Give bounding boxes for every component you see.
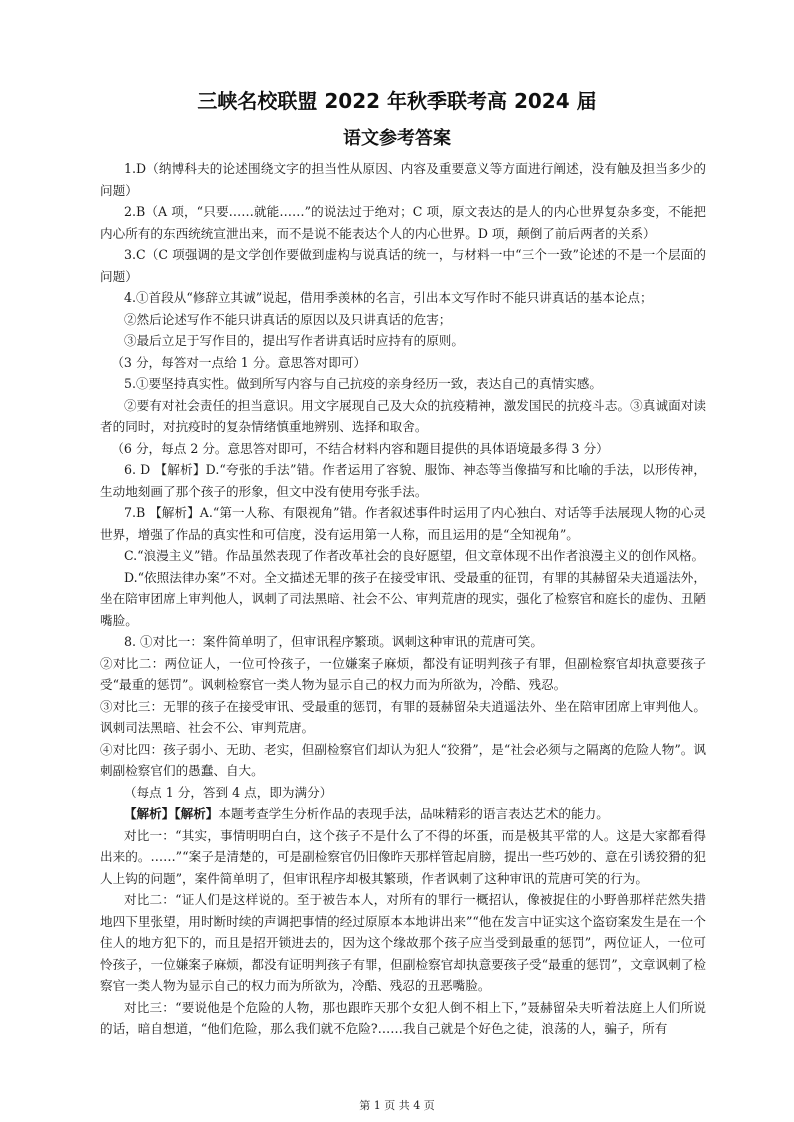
answer-8-contrast-4: ④对比四：孩子弱小、无助、老实，但副检察官们却认为犯人“狡猾”，是“社会必须与之隔离的危险人物”。讽刺副检察官们的愚蠢、自大。: [100, 741, 706, 778]
analysis-text: 本题考查学生分析作品的表现手法，品味精彩的语言表达艺术的能力。: [218, 806, 609, 821]
answer-7: 7.B 【解析】A.“第一人称、有限视角”错。作者叙述事件时运用了内心独白、对话等手法展现人物的心灵世界，增强了作品的真实性和可信度，没有运用第一人称，而且运用的是“全知视角”。: [100, 505, 706, 542]
answer-5-point-1: 5.①要坚持真实性。做到所写内容与自己抗疫的亲身经历一致，表达自己的真情实感。: [123, 376, 602, 391]
analysis-contrast-1: 对比一：“其实，事情明明白白，这个孩子不是什么了不得的坏蛋，而是极其平常的人。这是大家都看得出来的。……”“案子是清楚的，可是副检察官仍旧像昨天那样管起肩膀，提出一些巧妙的、意在引诱狡猾的犯人上钩的问题”，案件简单明了，但审讯程序却极其繁琐，作者讽刺了这种审讯的荒唐可笑的行为。: [100, 827, 706, 886]
answer-7-option-c: C.“浪漫主义”错。作品虽然表现了作者改革社会的良好愿望，但文章体现不出作者浪漫主义的创作风格。: [123, 548, 705, 563]
answer-content: [100, 158, 706, 1040]
answer-2: 2.B（A 项，“只要……就能……”的说法过于绝对；C 项，原文表达的是人的内心世界复杂多变，不能把内心所有的东西统统宣泄出来，而不是说不能表达个人的内心世界。D 项，颠倒了前后两者的关系）: [100, 204, 706, 241]
answer-3: 3.C（C 项强调的是文学创作要做到虚构与说真话的统一，与材料一中“三个一致”论述的不是一个层面的问题）: [100, 247, 706, 284]
answer-8-contrast-1: 8. ①对比一：案件简单明了，但审讯程序繁琐。讽刺这种审讯的荒唐可笑。: [123, 634, 543, 649]
document-title: 三峡名校联盟 2022 年秋季联考高 2024 届: [197, 89, 597, 113]
answer-7-option-d: D.“依照法律办案”不对。全文描述无罪的孩子在接受审讯、受最重的征罚，有罪的其赫留朵夫逍遥法外，坐在陪审团席上审判他人，讽刺了司法黑暗、社会不公、审判荒唐的现实，强化了检察官和庭长的虚伪、丑陋嘴脸。: [100, 569, 706, 628]
answer-4-point-1: 4.①首段从“修辞立其诚”说起，借用季羡林的名言，引出本文写作时不能只讲真话的基本论点；: [123, 290, 653, 305]
answer-5-scoring-note: （6 分，每点 2 分。意思答对即可，不结合材料内容和题目提供的具体语境最多得 3 分）: [111, 440, 609, 456]
answer-5-point-2: ②要有对社会责任的担当意识。用文字展现自己及大众的抗疫精神，激发国民的抗疫斗志。③真诚面对读者的同时，对抗疫时的复杂情绪慎重地辨别、选择和取舍。: [100, 397, 706, 434]
answer-8-scoring-note: （每点 1 分，答到 4 点，即为满分）: [123, 784, 333, 800]
answer-8-contrast-2: ②对比二：两位证人，一位可怜孩子，一位嫌案子麻烦，都没有证明判孩子有罪，但副检察官却执意要孩子受“最重的惩罚”。讽刺检察官一类人物为显示自己的权力而为所欲为，冷酷、残忍。: [100, 655, 706, 692]
answer-4-point-2: ②然后论述写作不能只讲真话的原因以及只讲真话的危害；: [123, 311, 452, 327]
document-subtitle: 语文参考答案: [343, 128, 451, 149]
answer-4-point-3: ③最后立足于写作目的，提出写作者讲真话时应持有的原则。: [123, 333, 464, 348]
analysis-contrast-3: 对比三：“要说他是个危险的人物，那也跟昨天那个女犯人倒不相上下，”聂赫留朵夫听着法庭上人们所说的话，暗自想道，“他们危险，那么我们就不危险?……我自己就是个好色之徒，浪荡的人，骗子，所有: [100, 999, 706, 1036]
analysis-paragraph: [100, 803, 706, 825]
analysis-contrast-2: 对比二：“证人们是这样说的。至于被告本人，对所有的罪行一概招认，像被捉住的小野兽那样茫然失措地四下里张望，用时断时续的声调把事情的经过原原本本地讲出来”“他在发言中证实这个盗窃案发生是在一个住人的地方犯下的，而且是招开锁进去的，因为这个缘故那个孩子应当受到最重的惩罚”，两位证人，一位可怜孩子，一位嫌案子麻烦，都没有证明判孩子有罪，但副检察官却执意要孩子受“最重的惩罚”，文章讽刺了检察官一类人物为显示自己的权力而为所欲为，冷酷、残忍的丑恶嘴脸。: [100, 892, 706, 993]
answer-1: 1.D（纳博科夫的论述围绕文字的担当性从原因、内容及重要意义等方面进行阐述，没有触及担当多少的问题）: [100, 161, 706, 198]
answer-4-scoring-note: （3 分，每答对一点给 1 分。意思答对即可）: [111, 354, 367, 370]
analysis-label: 【解析】【解析】: [123, 806, 219, 821]
page-number: 第 1 页 共 4 页: [359, 1099, 435, 1112]
answer-8-contrast-3: ③对比三：无罪的孩子在接受审讯、受最重的惩罚，有罪的聂赫留朵夫逍遥法外、坐在陪审团席上审判他人。讽刺司法黑暗、社会不公、审判荒唐。: [100, 698, 706, 735]
answer-6: 6. D 【解析】D.“夸张的手法”错。作者运用了容貌、服饰、神态等当像描写和比喻的手法，以形传神，生动地刻画了那个孩子的形象，但文中没有使用夸张手法。: [100, 462, 706, 499]
